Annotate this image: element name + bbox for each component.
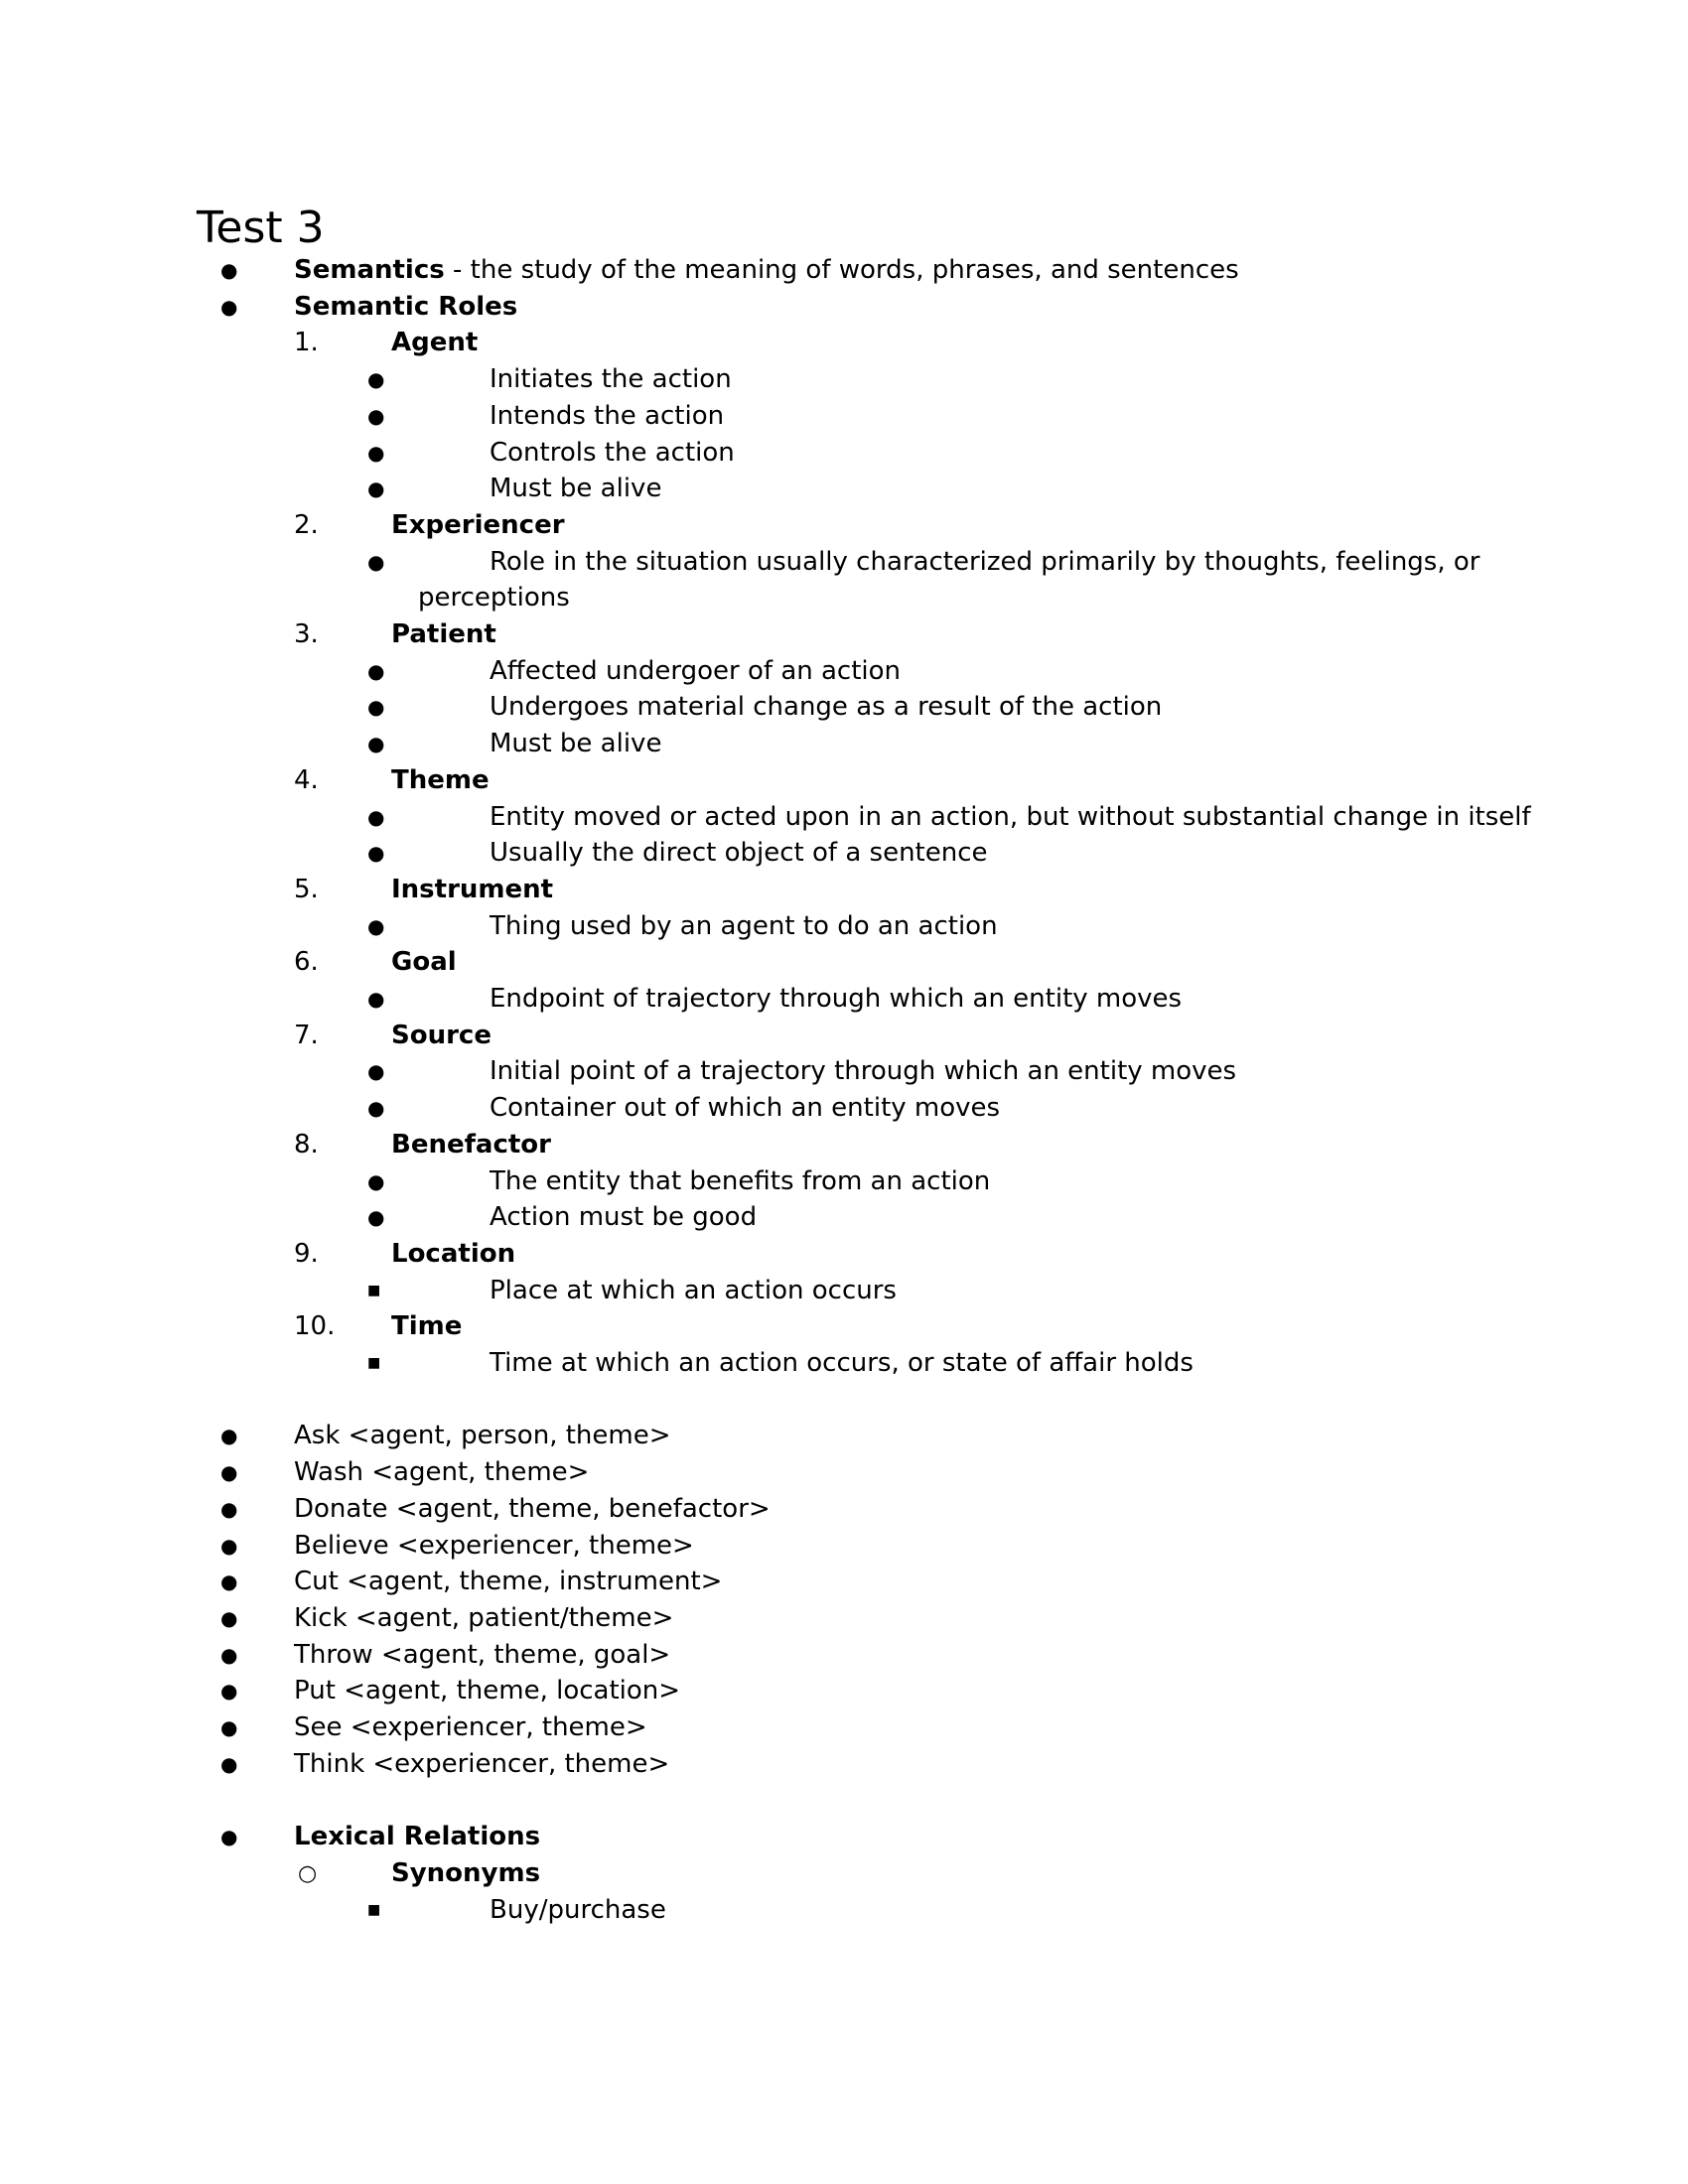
list-number: 2. [294, 509, 319, 540]
role-item-text: Place at which an action occurs [490, 1275, 897, 1305]
bullet-icon: ● [367, 477, 385, 501]
verb-frame-text: Ask <agent, person, theme> [294, 1421, 671, 1451]
role-item [0, 981, 1688, 1018]
role-item-continuation [0, 580, 1688, 616]
lexical-item-text: Buy/purchase [490, 1894, 666, 1925]
role-item [0, 835, 1688, 872]
role-name: Instrument [391, 874, 554, 904]
role-item-text: Initial point of a trajectory through which an entity moves [490, 1056, 1237, 1087]
square-bullet-icon: ■ [367, 1355, 381, 1371]
role-item-text: Entity moved or acted upon in an action, but without substantial change in itself [490, 801, 1531, 832]
bullet-icon: ● [220, 1460, 238, 1485]
role-item [0, 799, 1688, 836]
bullet-icon: ● [367, 549, 385, 574]
bullet-icon: ● [367, 987, 385, 1011]
bullet-icon: ● [220, 1751, 238, 1776]
role-item [0, 1053, 1688, 1090]
bullet-icon: ● [220, 1679, 238, 1704]
role-item-text: Controls the action [490, 437, 735, 468]
role-item-text: Thing used by an agent to do an action [490, 910, 998, 941]
bullet-icon: ● [367, 1168, 385, 1193]
semantics-definition-text: - the study of the meaning of words, phrases, and sentences [444, 255, 1239, 285]
subheading: Synonyms [391, 1857, 541, 1888]
bullet-icon: ● [367, 1096, 385, 1121]
role-item-text: Usually the direct object of a sentence [490, 838, 988, 869]
list-number: 4. [294, 764, 319, 795]
role-name: Agent [391, 328, 479, 358]
role-heading [0, 872, 1688, 908]
role-item-text: Undergoes material change as a result of the action [490, 692, 1163, 723]
bullet-icon: ● [367, 367, 385, 392]
verb-frame-text: See <experiencer, theme> [294, 1712, 647, 1742]
verb-frame-text: Wash <agent, theme> [294, 1457, 590, 1488]
role-item-text: The entity that benefits from an action [490, 1165, 991, 1196]
verb-frame [0, 1600, 1688, 1637]
bullet-icon: ● [367, 403, 385, 428]
bullet-icon: ● [220, 1533, 238, 1558]
role-heading [0, 762, 1688, 799]
role-name: Goal [391, 947, 457, 978]
lexical-relations-heading [0, 1819, 1688, 1855]
bullet-icon: ● [367, 658, 385, 683]
bullet-icon: ● [367, 804, 385, 829]
section-heading: Lexical Relations [294, 1822, 541, 1852]
list-number: 10. [294, 1311, 336, 1342]
bullet-icon: ● [220, 1642, 238, 1667]
bullet-icon: ● [220, 294, 238, 319]
role-item [0, 726, 1688, 762]
verb-frame-text: Kick <agent, patient/theme> [294, 1602, 674, 1633]
role-item-text: Time at which an action occurs, or state of affair holds [490, 1348, 1194, 1378]
role-name: Experiencer [391, 509, 565, 540]
role-item-text: perceptions [418, 583, 570, 614]
role-item-text: Endpoint of trajectory through which an entity moves [490, 984, 1183, 1014]
verb-frame [0, 1454, 1688, 1491]
semantics-term: Semantics [294, 255, 445, 285]
list-number: 8. [294, 1129, 319, 1160]
role-item [0, 435, 1688, 472]
role-item [0, 471, 1688, 507]
lexical-item [0, 1892, 1688, 1929]
role-item-text: Intends the action [490, 400, 725, 431]
role-item [0, 1273, 1688, 1309]
verb-frame [0, 1637, 1688, 1674]
role-name: Time [391, 1311, 463, 1342]
verb-frame [0, 1746, 1688, 1783]
verb-frame-text: Think <experiencer, theme> [294, 1748, 670, 1779]
section-heading: Semantic Roles [294, 291, 518, 322]
role-name: Source [391, 1020, 492, 1050]
role-item-text: Container out of which an entity moves [490, 1093, 1001, 1124]
role-name: Patient [391, 619, 496, 649]
verb-frame [0, 1418, 1688, 1454]
bullet-icon: ● [220, 1605, 238, 1630]
role-item [0, 1090, 1688, 1127]
role-item-text: Affected undergoer of an action [490, 655, 902, 686]
role-item [0, 1345, 1688, 1382]
role-heading [0, 944, 1688, 981]
role-item-text: Role in the situation usually characterized primarily by thoughts, feelings, or [490, 546, 1480, 577]
square-bullet-icon: ■ [367, 1282, 381, 1298]
bullet-icon: ● [367, 732, 385, 756]
role-heading [0, 1308, 1688, 1345]
bullet-icon: ● [220, 258, 238, 282]
role-name: Theme [391, 764, 490, 795]
role-heading [0, 1018, 1688, 1054]
bullet-icon: ● [220, 1496, 238, 1521]
verb-frame-text: Donate <agent, theme, benefactor> [294, 1493, 771, 1524]
role-heading [0, 507, 1688, 544]
bullet-icon: ● [220, 1715, 238, 1739]
role-item [0, 398, 1688, 435]
role-item [0, 1163, 1688, 1200]
list-number: 9. [294, 1238, 319, 1269]
verb-frame [0, 1564, 1688, 1600]
bullet-icon: ● [220, 1570, 238, 1594]
role-item [0, 908, 1688, 945]
role-item-text: Initiates the action [490, 364, 732, 395]
bullet-icon: ● [367, 913, 385, 938]
bullet-icon: ● [220, 1424, 238, 1448]
bullet-icon: ● [367, 440, 385, 465]
verb-frame-text: Throw <agent, theme, goal> [294, 1639, 671, 1670]
page-title: Test 3 [197, 203, 325, 253]
verb-frame [0, 1528, 1688, 1565]
semantics-definition [0, 252, 1688, 289]
verb-frame-text: Put <agent, theme, location> [294, 1676, 681, 1706]
semantics-text [294, 252, 1239, 289]
verb-frame [0, 1673, 1688, 1709]
verb-frame [0, 1709, 1688, 1746]
list-number: 1. [294, 328, 319, 358]
role-heading [0, 325, 1688, 361]
list-number: 3. [294, 619, 319, 649]
list-number: 5. [294, 874, 319, 904]
bullet-icon: ● [367, 841, 385, 866]
bullet-icon: ● [367, 1059, 385, 1084]
list-number: 7. [294, 1020, 319, 1050]
list-number: 6. [294, 947, 319, 978]
role-item [0, 361, 1688, 398]
square-bullet-icon: ■ [367, 1901, 381, 1918]
role-item-text: Must be alive [490, 729, 662, 759]
role-item [0, 653, 1688, 690]
role-heading [0, 1236, 1688, 1273]
verb-frame-text: Believe <experiencer, theme> [294, 1530, 694, 1561]
role-item [0, 689, 1688, 726]
verb-frame-text: Cut <agent, theme, instrument> [294, 1567, 723, 1597]
verb-frame [0, 1491, 1688, 1528]
bullet-icon: ● [367, 1205, 385, 1230]
bullet-icon: ● [367, 695, 385, 720]
role-name: Location [391, 1238, 516, 1269]
role-item-text: Action must be good [490, 1202, 758, 1233]
role-item [0, 544, 1688, 581]
role-name: Benefactor [391, 1129, 551, 1160]
bullet-icon: ● [220, 1825, 238, 1849]
role-item [0, 1199, 1688, 1236]
circle-bullet-icon: ○ [298, 1860, 318, 1886]
role-item-text: Must be alive [490, 474, 662, 504]
role-heading [0, 1127, 1688, 1163]
role-heading [0, 616, 1688, 653]
lexical-subheading [0, 1855, 1688, 1892]
semantic-roles-heading [0, 289, 1688, 326]
